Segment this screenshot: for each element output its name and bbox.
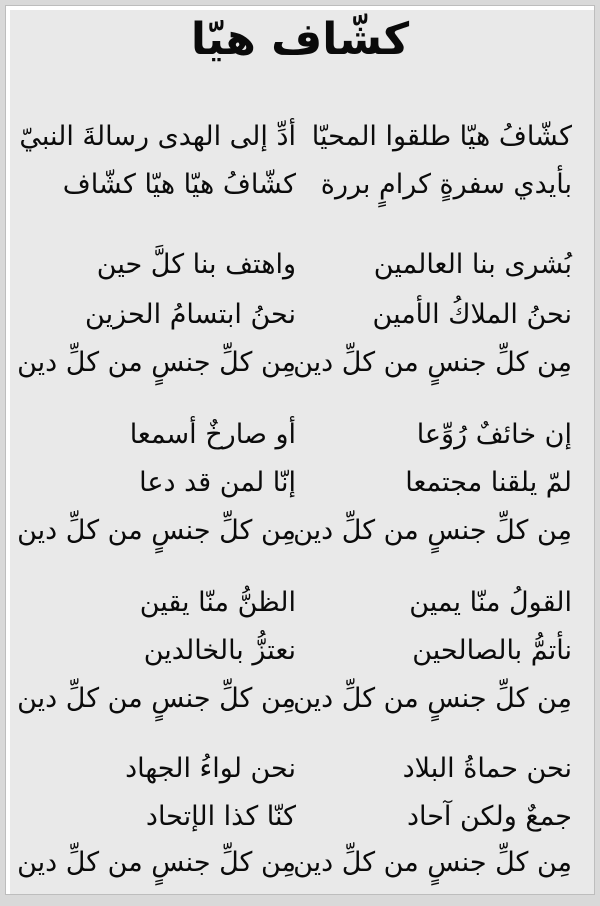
stanza-2-line-3-right: مِن كلِّ جنسٍ من كلِّ دين <box>293 347 572 378</box>
stanza-3-line-3-right: مِن كلِّ جنسٍ من كلِّ دين <box>293 515 572 546</box>
stanza-2-line-1-right: بُشرى بنا العالمين <box>373 249 572 280</box>
stanza-2-line-2-left: نحنُ ابتسامُ الحزين <box>85 299 296 330</box>
poem-page <box>6 6 594 894</box>
stanza-3-line-2-left: إنّا لمن قد دعا <box>139 467 296 498</box>
stanza-2-line-1-left: واهتف بنا كلَّ حين <box>96 249 296 280</box>
stanza-1-line-2-right: بأيدي سفرةٍ كرامٍ بررة <box>320 169 572 200</box>
stanza-4-line-2-left: نعتزُّ بالخالدين <box>143 635 296 666</box>
stanza-4-line-2-right: نأتمُّ بالصالحين <box>412 635 572 666</box>
poem-title: كشّاف هيّا <box>190 14 410 65</box>
stanza-4-line-1-left: الظنُّ منّا يقين <box>139 587 296 618</box>
stanza-3-line-1-left: أو صارخٌ أسمعا <box>129 419 296 450</box>
stanza-5-line-3-right: مِن كلِّ جنسٍ من كلِّ دين <box>293 847 572 878</box>
stanza-5-line-2-left: كنّا كذا الإتحاد <box>145 801 296 832</box>
stanza-5-line-3-left: مِن كلِّ جنسٍ من كلِّ دين <box>17 847 296 878</box>
stanza-3-line-3-left: مِن كلِّ جنسٍ من كلِّ دين <box>17 515 296 546</box>
stanza-1-line-1-left: أدِّ إلى الهدى رسالةَ النبيّ <box>19 121 296 152</box>
stanza-4-line-3-left: مِن كلِّ جنسٍ من كلِّ دين <box>17 683 296 714</box>
stanza-2-line-2-right: نحنُ الملاكُ الأمين <box>372 299 572 330</box>
stanza-3-line-1-right: إن خائفٌ رُوِّعا <box>416 419 572 450</box>
stanza-2-line-3-left: مِن كلِّ جنسٍ من كلِّ دين <box>17 347 296 378</box>
stanza-1-line-1-right: كشّافُ هيّا طلقوا المحيّا <box>311 121 572 152</box>
stanza-5-line-1-right: نحن حماةُ البلاد <box>402 753 572 784</box>
stanza-3-line-2-right: لمّ يلقنا مجتمعا <box>405 467 572 498</box>
stanza-5-line-2-right: جمعٌ ولكن آحاد <box>406 801 572 832</box>
stanza-4-line-1-right: القولُ منّا يمين <box>409 587 572 618</box>
stanza-5-line-1-left: نحن لواءُ الجهاد <box>125 753 296 784</box>
stanza-1-line-2-left: كشّافُ هيّا هيّا كشّاف <box>62 169 296 200</box>
stanza-4-line-3-right: مِن كلِّ جنسٍ من كلِّ دين <box>293 683 572 714</box>
